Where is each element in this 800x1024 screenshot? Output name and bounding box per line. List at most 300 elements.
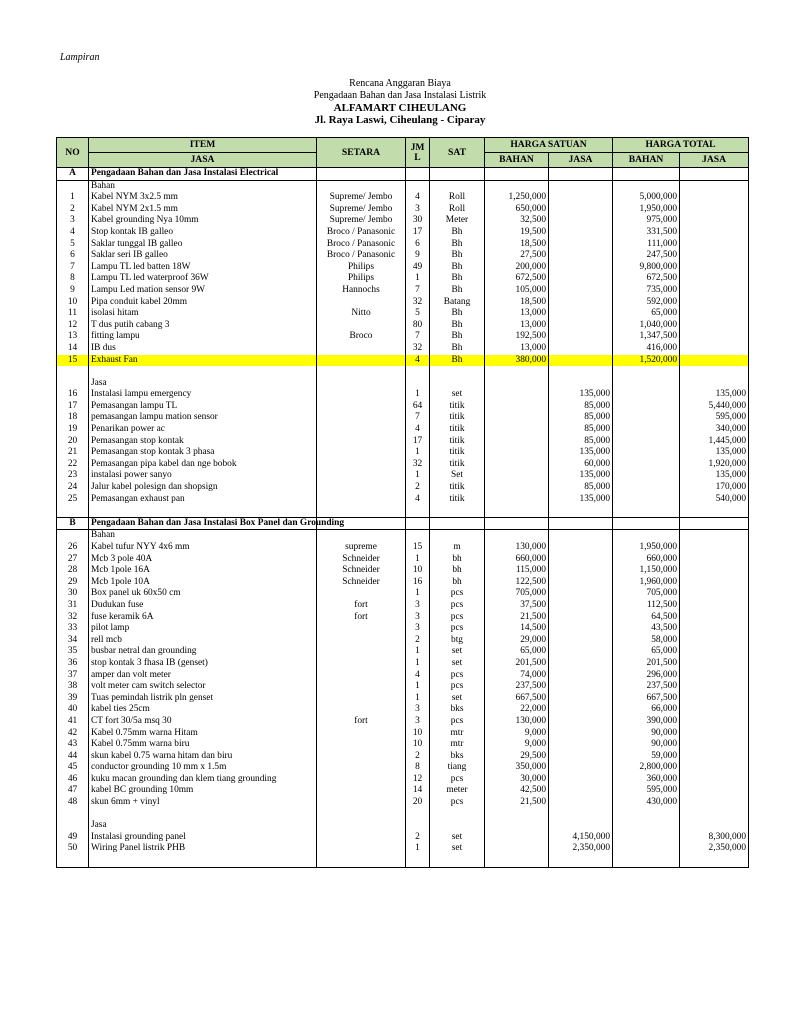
cell-item: Wiring Panel listrik PHB [89,843,317,855]
empty-cell [485,530,549,542]
cell-total-jasa [680,716,749,728]
table-row [57,797,749,809]
cell-sat: mtr [430,739,485,751]
cell-total-bahan: 595,000 [613,785,680,797]
cell-sat: pcs [430,716,485,728]
empty-cell [57,530,89,542]
cell-no: 49 [57,832,89,844]
cell-setara [317,704,406,716]
cell-setara [317,635,406,647]
cell-jml: 1 [406,554,430,566]
cell-harga-bahan: 18,500 [485,297,549,309]
empty-cell [485,517,549,530]
cell-no: 21 [57,447,89,459]
cell-total-bahan: 237,500 [613,681,680,693]
empty-cell [613,530,680,542]
empty-cell [317,378,406,390]
empty-cell [485,855,549,867]
empty-cell [406,855,430,867]
cell-item: IB dus [89,343,317,355]
cell-jml: 5 [406,308,430,320]
cell-harga-bahan: 29,500 [485,751,549,763]
empty-cell [549,820,613,832]
cell-setara [317,470,406,482]
cell-sat: Bh [430,285,485,297]
cell-harga-jasa [549,785,613,797]
cell-setara [317,728,406,740]
cell-total-jasa [680,612,749,624]
cell-harga-jasa: 85,000 [549,412,613,424]
cell-item: Pemasangan lampu TL [89,401,317,413]
cell-harga-bahan: 74,000 [485,670,549,682]
budget-table [56,137,749,879]
empty-cell [430,378,485,390]
cell-no: 4 [57,227,89,239]
cell-sat: m [430,542,485,554]
cell-harga-bahan [485,424,549,436]
cell-total-jasa: 540,000 [680,494,749,506]
cell-total-jasa: 5,440,000 [680,401,749,413]
cell-item: Instalasi lampu emergency [89,389,317,401]
cell-jml: 1 [406,693,430,705]
empty-cell [549,517,613,530]
cell-item: Kabel 0.75mm warna Hitam [89,728,317,740]
cell-jml: 1 [406,681,430,693]
cell-jml: 2 [406,751,430,763]
cell-no: 8 [57,273,89,285]
cell-setara [317,459,406,471]
cell-total-bahan: 592,000 [613,297,680,309]
cell-total-jasa [680,762,749,774]
cell-total-jasa [680,658,749,670]
empty-cell [613,505,680,517]
empty-cell [406,809,430,821]
spacer-row [57,809,749,821]
cell-harga-bahan: 705,000 [485,588,549,600]
empty-cell [549,809,613,821]
col-satuan-jasa: JASA [549,153,613,168]
cell-jml: 49 [406,262,430,274]
cell-harga-jasa: 85,000 [549,482,613,494]
cell-harga-bahan: 9,000 [485,728,549,740]
cell-no: 9 [57,285,89,297]
cell-harga-jasa: 135,000 [549,470,613,482]
cell-harga-jasa [549,600,613,612]
cell-sat: Roll [430,204,485,216]
section-row [57,168,749,181]
cell-harga-bahan: 650,000 [485,204,549,216]
cell-jml: 4 [406,192,430,204]
cell-sat: Bh [430,331,485,343]
cell-jml: 1 [406,843,430,855]
table-row [57,728,749,740]
cell-total-bahan: 1,150,000 [613,565,680,577]
empty-cell [485,820,549,832]
cell-total-jasa: 135,000 [680,389,749,401]
table-row [57,751,749,763]
cell-item: busbar netral dan grounding [89,646,317,658]
title-line-3: ALFAMART CIHEULANG [333,102,467,114]
cell-total-jasa [680,192,749,204]
section-letter: B [57,517,89,530]
cell-setara: fort [317,600,406,612]
cell-harga-bahan: 21,500 [485,612,549,624]
cell-sat: Bh [430,250,485,262]
cell-sat: Set [430,470,485,482]
cell-setara: Supreme/ Jembo [317,204,406,216]
cell-setara [317,762,406,774]
empty-cell [406,505,430,517]
cell-sat: Batang [430,297,485,309]
cell-sat: Bh [430,343,485,355]
spacer-row [57,855,749,867]
empty-cell [549,366,613,378]
cell-sat: Bh [430,355,485,367]
cell-item: Mcb 1pole 10A [89,577,317,589]
cell-total-bahan: 65,000 [613,646,680,658]
cell-sat: Roll [430,192,485,204]
cell-harga-jasa [549,646,613,658]
cell-harga-jasa [549,588,613,600]
cell-sat: pcs [430,623,485,635]
cell-jml: 3 [406,704,430,716]
empty-cell [57,809,89,821]
empty-cell [680,366,749,378]
col-setara: SETARA [317,138,406,168]
cell-no: 42 [57,728,89,740]
cell-harga-bahan: 201,500 [485,658,549,670]
empty-cell [680,855,749,867]
cell-item: Kabel grounding Nya 10mm [89,215,317,227]
cell-item: stop kontak 3 fhasa IB (genset) [89,658,317,670]
empty-cell [680,820,749,832]
cell-total-bahan: 975,000 [613,215,680,227]
cell-total-bahan: 65,000 [613,308,680,320]
cell-setara [317,436,406,448]
cell-harga-jasa [549,658,613,670]
cell-setara [317,658,406,670]
empty-cell [613,180,680,192]
cell-total-bahan: 5,000,000 [613,192,680,204]
cell-total-jasa [680,600,749,612]
cell-sat: set [430,843,485,855]
cell-harga-jasa [549,670,613,682]
empty-cell [430,517,485,530]
cell-item: Jalur kabel polesign dan shopsign [89,482,317,494]
cell-item: Saklar seri IB galleo [89,250,317,262]
cell-total-bahan: 59,000 [613,751,680,763]
cell-harga-bahan [485,436,549,448]
table-row [57,343,749,355]
cell-harga-jasa [549,239,613,251]
cell-jml: 1 [406,588,430,600]
cell-item: pemasangan lampu mation sensor [89,412,317,424]
cell-item: Box panel uk 60x50 cm [89,588,317,600]
cell-setara [317,739,406,751]
table-row [57,843,749,855]
cell-harga-bahan: 105,000 [485,285,549,297]
cell-no: 31 [57,600,89,612]
cell-total-jasa [680,797,749,809]
cell-sat: set [430,658,485,670]
cell-total-jasa [680,297,749,309]
cell-jml: 2 [406,635,430,647]
empty-cell [613,809,680,821]
cell-no: 30 [57,588,89,600]
group-label: Bahan [89,530,317,542]
cell-setara: fort [317,612,406,624]
cell-item: Kabel NYM 2x1.5 mm [89,204,317,216]
group-label-row [57,530,749,542]
cell-total-jasa [680,646,749,658]
empty-cell [317,530,406,542]
col-sat: SAT [430,138,485,168]
cell-jml: 32 [406,297,430,309]
empty-cell [680,517,749,530]
cell-total-jasa [680,635,749,647]
cell-sat: titik [430,482,485,494]
cell-jml: 3 [406,612,430,624]
cell-sat: btg [430,635,485,647]
cell-item: Kabel 0.75mm warna biru [89,739,317,751]
cell-no: 35 [57,646,89,658]
cell-total-jasa [680,670,749,682]
cell-setara [317,774,406,786]
cell-harga-jasa [549,612,613,624]
cell-setara [317,693,406,705]
cell-jml: 4 [406,670,430,682]
cell-total-bahan: 43,500 [613,623,680,635]
title-line-4: Jl. Raya Laswi, Ciheulang - Ciparay [314,114,486,126]
cell-harga-jasa [549,739,613,751]
cell-setara [317,843,406,855]
empty-cell [317,855,406,867]
empty-cell [317,820,406,832]
empty-cell [680,378,749,390]
empty-cell [406,820,430,832]
cell-item: Instalasi grounding panel [89,832,317,844]
empty-cell [613,378,680,390]
cell-sat: pcs [430,588,485,600]
cell-total-jasa [680,262,749,274]
cell-total-jasa [680,542,749,554]
cell-total-bahan [613,447,680,459]
empty-cell [680,530,749,542]
cell-sat: pcs [430,797,485,809]
cell-jml: 10 [406,739,430,751]
cell-jml: 3 [406,716,430,728]
cell-total-bahan: 705,000 [613,588,680,600]
cell-setara: Hannochs [317,285,406,297]
cell-sat: set [430,693,485,705]
cell-no: 14 [57,343,89,355]
cell-no: 40 [57,704,89,716]
title-line-1: Rencana Anggaran Biaya [349,78,451,89]
cell-sat: Bh [430,262,485,274]
cell-harga-bahan: 32,500 [485,215,549,227]
cell-harga-jasa [549,751,613,763]
empty-cell [549,505,613,517]
cell-setara [317,832,406,844]
cell-setara [317,297,406,309]
cell-item: Penarikan power ac [89,424,317,436]
section-row [57,517,749,530]
cell-total-bahan: 64,500 [613,612,680,624]
cell-jml: 30 [406,215,430,227]
cell-jml: 2 [406,832,430,844]
table-row [57,658,749,670]
cell-sat: titik [430,494,485,506]
cell-jml: 2 [406,482,430,494]
cell-total-bahan: 660,000 [613,554,680,566]
spacer-row [57,366,749,378]
empty-cell [317,168,406,181]
empty-cell [613,517,680,530]
cell-total-bahan: 90,000 [613,728,680,740]
cell-setara [317,355,406,367]
cell-total-bahan: 390,000 [613,716,680,728]
table-row [57,494,749,506]
cell-total-jasa [680,588,749,600]
empty-cell [485,180,549,192]
cell-total-jasa [680,693,749,705]
cell-total-bahan: 331,500 [613,227,680,239]
cell-harga-bahan: 27,500 [485,250,549,262]
cell-total-jasa: 8,300,000 [680,832,749,844]
cell-no: 39 [57,693,89,705]
cell-harga-bahan [485,470,549,482]
cell-harga-jasa: 135,000 [549,494,613,506]
cell-sat: Bh [430,308,485,320]
cell-harga-jasa [549,797,613,809]
cell-harga-bahan: 667,500 [485,693,549,705]
cell-item: Pipa conduit kabel 20mm [89,297,317,309]
empty-cell [57,366,89,378]
cell-harga-bahan: 130,000 [485,542,549,554]
cell-sat: Bh [430,320,485,332]
cell-no: 38 [57,681,89,693]
cell-total-jasa [680,285,749,297]
cell-total-jasa: 1,920,000 [680,459,749,471]
cell-no: 32 [57,612,89,624]
cell-jml: 7 [406,412,430,424]
cell-total-jasa [680,577,749,589]
table-row [57,470,749,482]
cell-item: CT fort 30/5a msq 30 [89,716,317,728]
cell-total-jasa [680,785,749,797]
table-row [57,297,749,309]
table-row [57,554,749,566]
cell-item: Pemasangan stop kontak 3 phasa [89,447,317,459]
empty-cell [89,505,317,517]
cell-sat: titik [430,436,485,448]
cell-harga-bahan: 21,500 [485,797,549,809]
cell-total-jasa: 135,000 [680,470,749,482]
cell-harga-jasa: 85,000 [549,436,613,448]
cell-setara [317,482,406,494]
empty-cell [549,530,613,542]
table-row [57,285,749,297]
empty-cell [57,505,89,517]
cell-total-jasa [680,739,749,751]
cell-harga-bahan: 22,000 [485,704,549,716]
cell-no: 46 [57,774,89,786]
cell-total-jasa [680,355,749,367]
cell-jml: 4 [406,424,430,436]
cell-item: Pemasangan pipa kabel dan nge bobok [89,459,317,471]
cell-sat: pcs [430,600,485,612]
cell-item: Pemasangan exhaust pan [89,494,317,506]
empty-cell [89,809,317,821]
cell-total-jasa: 2,350,000 [680,843,749,855]
cell-jml: 4 [406,494,430,506]
cell-harga-bahan [485,494,549,506]
cell-jml: 4 [406,355,430,367]
cell-no: 23 [57,470,89,482]
cell-total-bahan: 360,000 [613,774,680,786]
cell-harga-jasa [549,693,613,705]
cell-total-jasa [680,623,749,635]
cell-harga-bahan: 29,000 [485,635,549,647]
cell-no: 25 [57,494,89,506]
cell-total-bahan: 416,000 [613,343,680,355]
empty-cell [430,505,485,517]
cell-jml: 3 [406,600,430,612]
table-row [57,262,749,274]
cell-jml: 9 [406,250,430,262]
table-row [57,239,749,251]
cell-item: skun 6mm + vinyl [89,797,317,809]
cell-no: 41 [57,716,89,728]
cell-harga-bahan: 37,500 [485,600,549,612]
group-label-row [57,180,749,192]
cell-setara [317,424,406,436]
cell-setara: Broco [317,331,406,343]
empty-cell [680,809,749,821]
cell-jml: 7 [406,331,430,343]
empty-cell [613,820,680,832]
cell-no: 47 [57,785,89,797]
cell-item: Kabel tufur NYY 4x6 mm [89,542,317,554]
cell-total-jasa [680,239,749,251]
cell-harga-jasa [549,762,613,774]
cell-item: instalasi power sanyo [89,470,317,482]
cell-total-jasa: 135,000 [680,447,749,459]
cell-jml: 7 [406,285,430,297]
cell-setara [317,670,406,682]
cell-setara [317,751,406,763]
cell-jml: 8 [406,762,430,774]
empty-cell [430,820,485,832]
col-total-bahan: BAHAN [613,153,680,168]
cell-total-bahan: 1,520,000 [613,355,680,367]
cell-no: 36 [57,658,89,670]
cell-total-jasa [680,681,749,693]
empty-cell [430,809,485,821]
cell-total-bahan: 1,950,000 [613,204,680,216]
cell-sat: pcs [430,774,485,786]
cell-jml: 1 [406,447,430,459]
cell-jml: 10 [406,728,430,740]
table-row [57,832,749,844]
group-label: Bahan [89,180,317,192]
cell-setara: Schneider [317,577,406,589]
cell-sat: bks [430,751,485,763]
empty-cell [317,180,406,192]
cell-total-jasa [680,751,749,763]
cell-item: Stop kontak IB galleo [89,227,317,239]
cell-jml: 32 [406,343,430,355]
